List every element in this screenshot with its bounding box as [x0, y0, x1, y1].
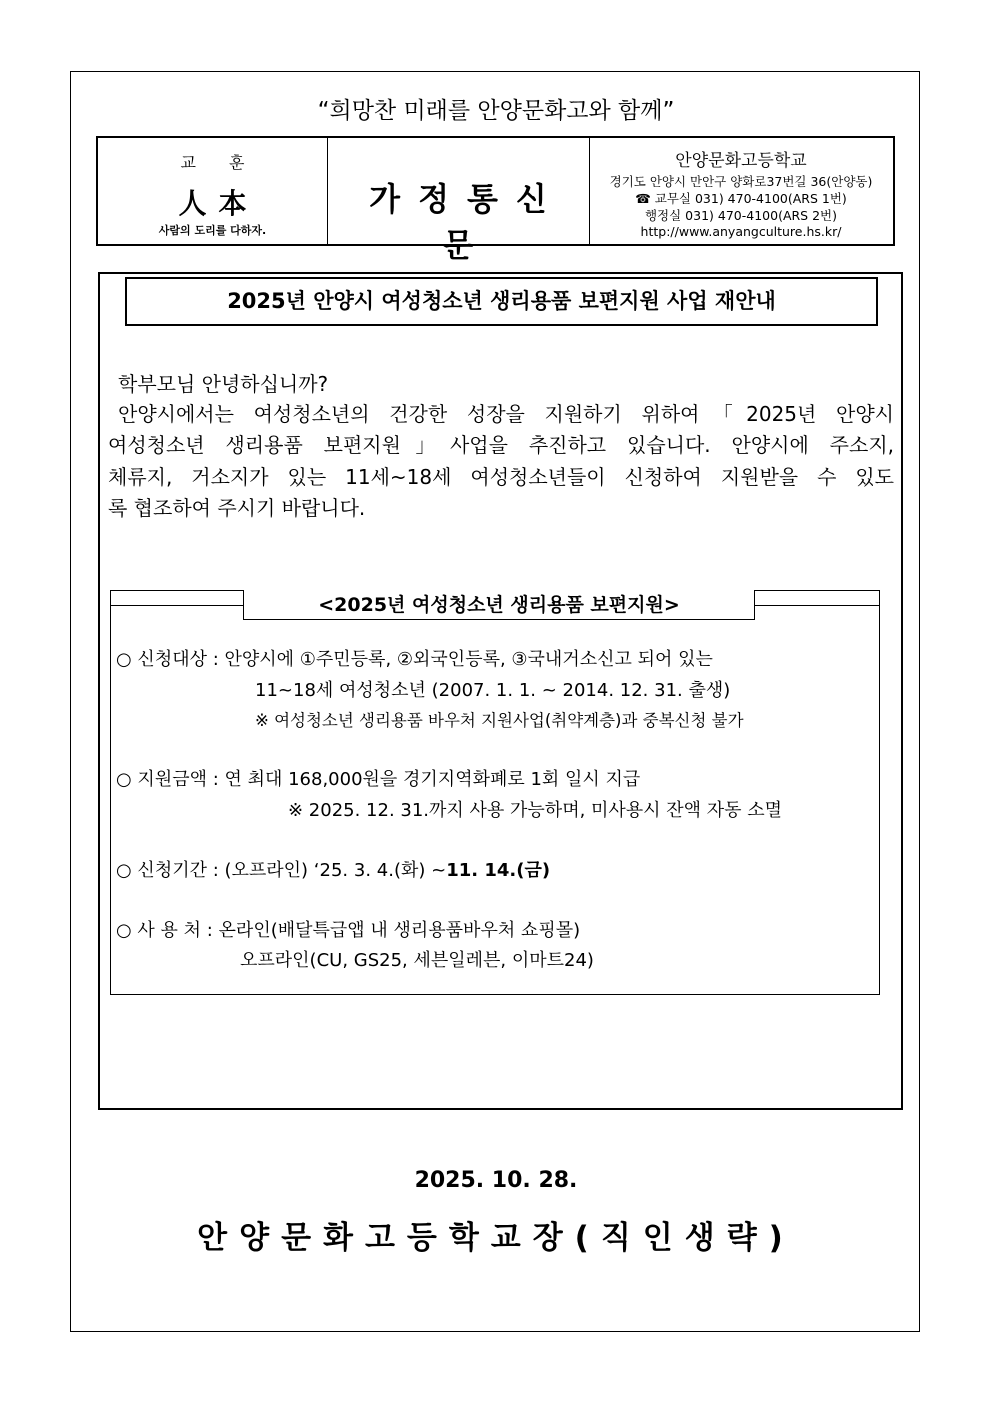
school-name: 안양문화고등학교 — [675, 151, 807, 171]
principal-signature: 안양문화고등학교장(직인생략) — [197, 1220, 795, 1256]
greeting: 학부모님 안녕하십니까? — [118, 372, 329, 396]
body-line-4: 록 협조하여 주시기 바랍니다. — [108, 496, 366, 520]
school-website-link[interactable]: http://www.anyangculture.hs.kr/ — [640, 224, 842, 239]
title-cell — [327, 138, 590, 264]
body-line-3: 체류지, 거소지가 있는 11세~18세 여성청소년들이 신청하여 지원받을 수 있도 — [108, 465, 894, 489]
phone-admin: 행정실 031) 470-4100(ARS 2번) — [644, 208, 837, 223]
newsletter-title: 가정통신문 — [369, 180, 565, 264]
program-title: <2025년 여성청소년 생리용품 보편지원> — [243, 590, 755, 620]
period-line — [116, 856, 550, 882]
motto-main: 人本 — [178, 187, 259, 220]
amount-line: ○ 지원금액 : 연 최대 168,000원을 경기지역화폐로 1회 일시 지급 — [116, 769, 641, 790]
target-note: ※ 여성청소년 생리용품 바우처 지원사업(취약계층)과 중복신청 불가 — [255, 711, 744, 730]
target-line-2: 11~18세 여성청소년 (2007. 1. 1. ~ 2014. 12. 31. 출생) — [255, 680, 731, 701]
body-line-1: 안양시에서는 여성청소년의 건강한 성장을 지원하기 위하여「2025년 안양시 — [118, 402, 894, 426]
school-address: 경기도 안양시 만안구 양화로37번길 36(안양동) — [609, 174, 873, 189]
period-end: 11. 14.(금) — [446, 860, 551, 881]
usage-line-2: 오프라인(CU, GS25, 세븐일레븐, 이마트24) — [240, 950, 594, 971]
letterhead-table — [96, 136, 895, 264]
notice-title: 2025년 안양시 여성청소년 생리용품 보편지원 사업 재안내 — [125, 277, 878, 326]
school-slogan: “희망찬 미래를 안양문화고와 함께” — [317, 98, 675, 124]
body-line-2: 여성청소년 생리용품 보편지원」사업을 추진하고 있습니다. 안양시에 주소지, — [108, 433, 894, 457]
usage-line-1: ○ 사 용 처 : 온라인(배달특급앱 내 생리용품바우처 쇼핑몰) — [116, 920, 581, 941]
motto-cell — [98, 138, 328, 244]
school-info-cell — [589, 138, 893, 244]
motto-label: 교 훈 — [180, 153, 259, 172]
phone-office: ☎ 교무실 031) 470-4100(ARS 1번) — [635, 191, 847, 206]
target-line-1: ○ 신청대상 : 안양시에 ①주민등록, ②외국인등록, ③국내거소신고 되어 있는 — [116, 649, 713, 670]
motto-subtitle: 사람의 도리를 다하자. — [158, 224, 267, 237]
amount-note: ※ 2025. 12. 31.까지 사용 가능하며, 미사용시 잔액 자동 소멸 — [288, 800, 783, 821]
issue-date: 2025. 10. 28. — [414, 1168, 578, 1193]
period-prefix: ○ 신청기간 : (오프라인) ‘25. 3. 4.(화) ~ — [116, 860, 447, 881]
